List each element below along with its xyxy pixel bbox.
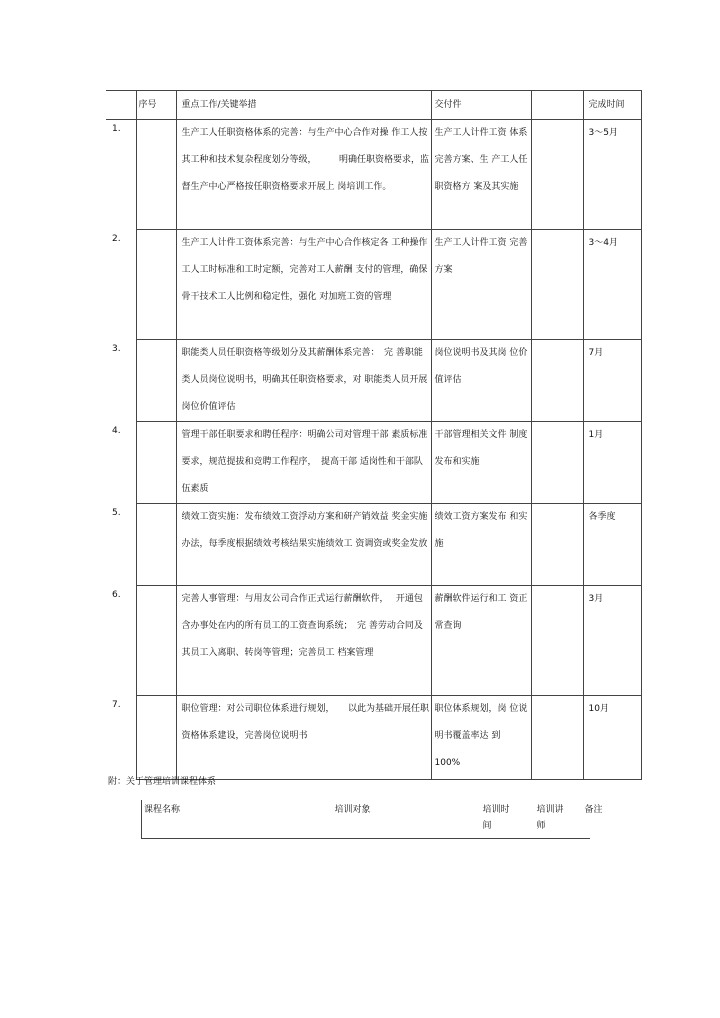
table-row xyxy=(106,120,641,230)
work-cell: 绩效工资实施：发布绩效工资浮动方案和研产销效益 奖金实施办法，每季度根据绩效考核结果实施绩效工 资调资或奖金发放 xyxy=(176,504,431,586)
header-remark xyxy=(584,800,603,839)
header-target: 培训对象 xyxy=(335,800,483,839)
time-cell: 10月 xyxy=(583,696,641,780)
header-deliverable: 交付件 xyxy=(431,91,531,120)
header-trainer-text: 培训讲师 xyxy=(536,805,564,831)
work-cell: 生产工人计件工资体系完善：与生产中心合作核定各 工种操作工人工时标准和工时定额，完善对工人薪酬 支付的管理，确保骨干技术工人比例和稳定性，强化 对加班工资的管理 xyxy=(176,230,431,340)
deliverable-cell: 生产工人计件工资 体系完善方案、生 产工人任职资格方 案及其实施 xyxy=(431,120,531,230)
table-row xyxy=(106,422,641,504)
time-cell: 3～5月 xyxy=(583,120,641,230)
table-row xyxy=(106,340,641,422)
blank-cell xyxy=(531,504,583,586)
header-training-time xyxy=(483,800,537,839)
row-number: 6. xyxy=(106,586,136,696)
header-work: 重点工作/关键举措 xyxy=(176,91,431,120)
work-cell: 职能类人员任职资格等级划分及其薪酬体系完善： 完 善职能类人员岗位说明书，明确其任职资格要求，对 职能类人员开展岗位价值评估 xyxy=(176,340,431,422)
deliverable-cell: 生产工人计件工资 完善方案 xyxy=(431,230,531,340)
table-header-row xyxy=(106,91,641,120)
table-row xyxy=(106,504,641,586)
work-cell: 管理干部任职要求和聘任程序：明确公司对管理干部 素质标准要求，规范提拔和竞聘工作程序， 提高干部 适岗性和干部队伍素质 xyxy=(176,422,431,504)
blank-cell xyxy=(136,586,176,696)
header-training-time-text: 培训时间 xyxy=(482,805,510,831)
blank-cell xyxy=(136,696,176,780)
row-number: 3. xyxy=(106,340,136,422)
header-time: 完成时间 xyxy=(583,91,641,120)
table-row xyxy=(106,586,641,696)
header-seq: 序号 xyxy=(136,91,176,120)
time-cell: 1月 xyxy=(583,422,641,504)
table-row xyxy=(106,696,641,780)
blank-cell xyxy=(136,340,176,422)
row-number: 5. xyxy=(106,504,136,586)
header-course-name: 课程名称 xyxy=(142,800,335,839)
deliverable-cell: 岗位说明书及其岗 位价值评估 xyxy=(431,340,531,422)
work-cell: 生产工人任职资格体系的完善：与生产中心合作对操 作工人按其工种和技术复杂程度划分等级， 明确任职资格要求，监督生产中心严格按任职资格要求开展上 岗培训工作。 xyxy=(176,120,431,230)
row-number: 1. xyxy=(106,120,136,230)
blank-cell xyxy=(136,230,176,340)
work-cell: 职位管理：对公司职位体系进行规划， 以此为基础开展任职资格体系建设，完善岗位说明书 xyxy=(176,696,431,780)
header-cell xyxy=(106,91,136,120)
table-row xyxy=(106,230,641,340)
deliverable-cell: 绩效工资方案发布 和实施 xyxy=(431,504,531,586)
header-trainer xyxy=(537,800,587,839)
header-remark-text: 备注 xyxy=(584,805,603,815)
training-course-table xyxy=(141,800,603,839)
row-number: 7. xyxy=(106,696,136,780)
blank-cell xyxy=(136,422,176,504)
blank-cell xyxy=(531,230,583,340)
row-number: 4. xyxy=(106,422,136,504)
deliverable-cell: 职位体系规划，岗 位说明书覆盖率达 到 100% xyxy=(431,696,531,780)
training-header-row xyxy=(142,800,590,839)
time-cell: 3月 xyxy=(583,586,641,696)
blank-cell xyxy=(136,120,176,230)
time-cell: 各季度 xyxy=(583,504,641,586)
key-work-table xyxy=(106,90,642,780)
deliverable-cell: 薪酬软件运行和工 资正常查询 xyxy=(431,586,531,696)
blank-cell xyxy=(531,120,583,230)
blank-cell xyxy=(531,422,583,504)
deliverable-cell: 干部管理相关文件 制度发布和实施 xyxy=(431,422,531,504)
header-blank xyxy=(531,91,583,120)
row-number: 2. xyxy=(106,230,136,340)
blank-cell xyxy=(531,696,583,780)
blank-cell xyxy=(531,586,583,696)
work-cell: 完善人事管理：与用友公司合作正式运行薪酬软件， 开通包含办事处在内的所有员工的工资查询系统； 完 善劳动合同及其员工入离职、转岗等管理；完善员工 档案管理 xyxy=(176,586,431,696)
time-cell: 3～4月 xyxy=(583,230,641,340)
appendix-title: 附：关于管理培训课程体系 xyxy=(108,777,217,787)
time-cell: 7月 xyxy=(583,340,641,422)
blank-cell xyxy=(136,504,176,586)
blank-cell xyxy=(531,340,583,422)
